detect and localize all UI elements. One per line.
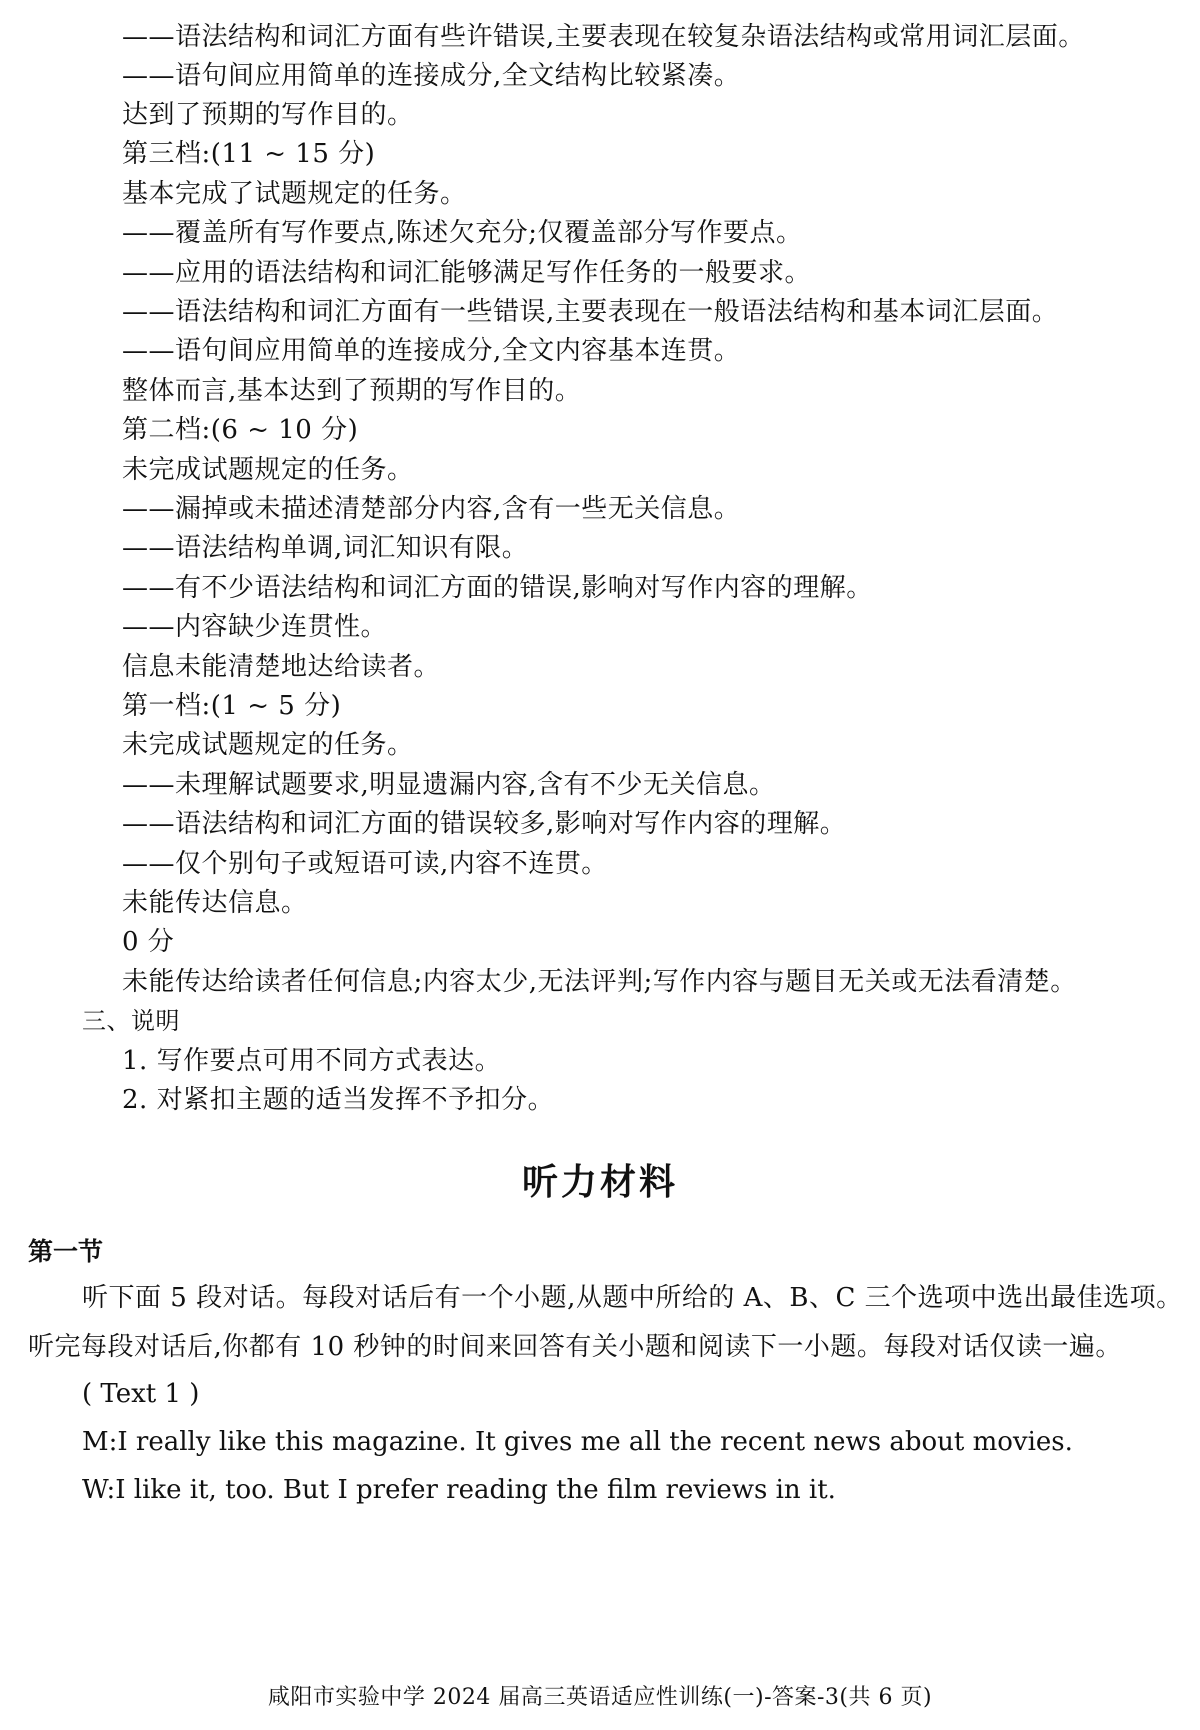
instruction-line: 听下面 5 段对话。每段对话后有一个小题,从题中所给的 A、B、C 三个选项中选出最佳选项。	[82, 1283, 1183, 1313]
listening-title: 听力材料	[521, 1162, 678, 1203]
scoring-line: 整体而言,基本达到了预期的写作目的。	[122, 376, 582, 406]
grade-heading: 第一档:(1 ~ 5 分)	[122, 691, 342, 721]
text-label: ( Text 1 )	[82, 1379, 200, 1409]
scoring-line: ——语法结构单调,词汇知识有限。	[122, 533, 529, 563]
page-footer: 咸阳市实验中学 2024 届高三英语适应性训练(一)-答案-3(共 6 页)	[267, 1685, 933, 1710]
notes-heading: 三、说明	[82, 1007, 180, 1035]
scoring-line: ——语法结构和词汇方面的错误较多,影响对写作内容的理解。	[122, 809, 847, 839]
scoring-line: 未能传达信息。	[122, 888, 308, 918]
scoring-line: ——应用的语法结构和词汇能够满足写作任务的一般要求。	[122, 258, 812, 288]
scoring-line: ——有不少语法结构和词汇方面的错误,影响对写作内容的理解。	[122, 573, 873, 603]
instruction-line: 听完每段对话后,你都有 10 秒钟的时间来回答有关小题和阅读下一小题。每段对话仅读一遍。	[28, 1332, 1122, 1362]
scoring-line: ——仅个别句子或短语可读,内容不连贯。	[122, 849, 608, 879]
scoring-line: 达到了预期的写作目的。	[122, 100, 414, 130]
scoring-line: ——语法结构和词汇方面有些许错误,主要表现在较复杂语法结构或常用词汇层面。	[122, 22, 1085, 52]
scoring-line: 基本完成了试题规定的任务。	[122, 179, 467, 209]
grade-heading: 第二档:(6 ~ 10 分)	[122, 415, 359, 445]
scoring-line: ——未理解试题要求,明显遗漏内容,含有不少无关信息。	[122, 770, 776, 800]
scoring-line: ——内容缺少连贯性。	[122, 612, 388, 642]
section-heading: 第一节	[28, 1237, 104, 1266]
scoring-line: ——语句间应用简单的连接成分,全文结构比较紧凑。	[122, 61, 741, 91]
scoring-line: ——覆盖所有写作要点,陈述欠充分;仅覆盖部分写作要点。	[122, 218, 803, 248]
scoring-line: 未能传达给读者任何信息;内容太少,无法评判;写作内容与题目无关或无法看清楚。	[122, 967, 1077, 997]
scoring-line: ——漏掉或未描述清楚部分内容,含有一些无关信息。	[122, 494, 741, 524]
scoring-line: 信息未能清楚地达给读者。	[122, 652, 441, 682]
dialogue-line: M:I really like this magazine. It gives me all the recent news about movies.	[82, 1427, 1073, 1457]
grade-heading: 第三档:(11 ~ 15 分)	[122, 139, 376, 169]
scoring-line: 未完成试题规定的任务。	[122, 730, 414, 760]
note-item: 2. 对紧扣主题的适当发挥不予扣分。	[122, 1085, 555, 1115]
dialogue-line: W:I like it, too. But I prefer reading the film reviews in it.	[82, 1475, 836, 1505]
scoring-line: 未完成试题规定的任务。	[122, 455, 414, 485]
scoring-line: ——语法结构和词汇方面有一些错误,主要表现在一般语法结构和基本词汇层面。	[122, 297, 1059, 327]
scoring-line: ——语句间应用简单的连接成分,全文内容基本连贯。	[122, 336, 741, 366]
note-item: 1. 写作要点可用不同方式表达。	[122, 1046, 502, 1076]
grade-heading: 0 分	[122, 927, 175, 957]
